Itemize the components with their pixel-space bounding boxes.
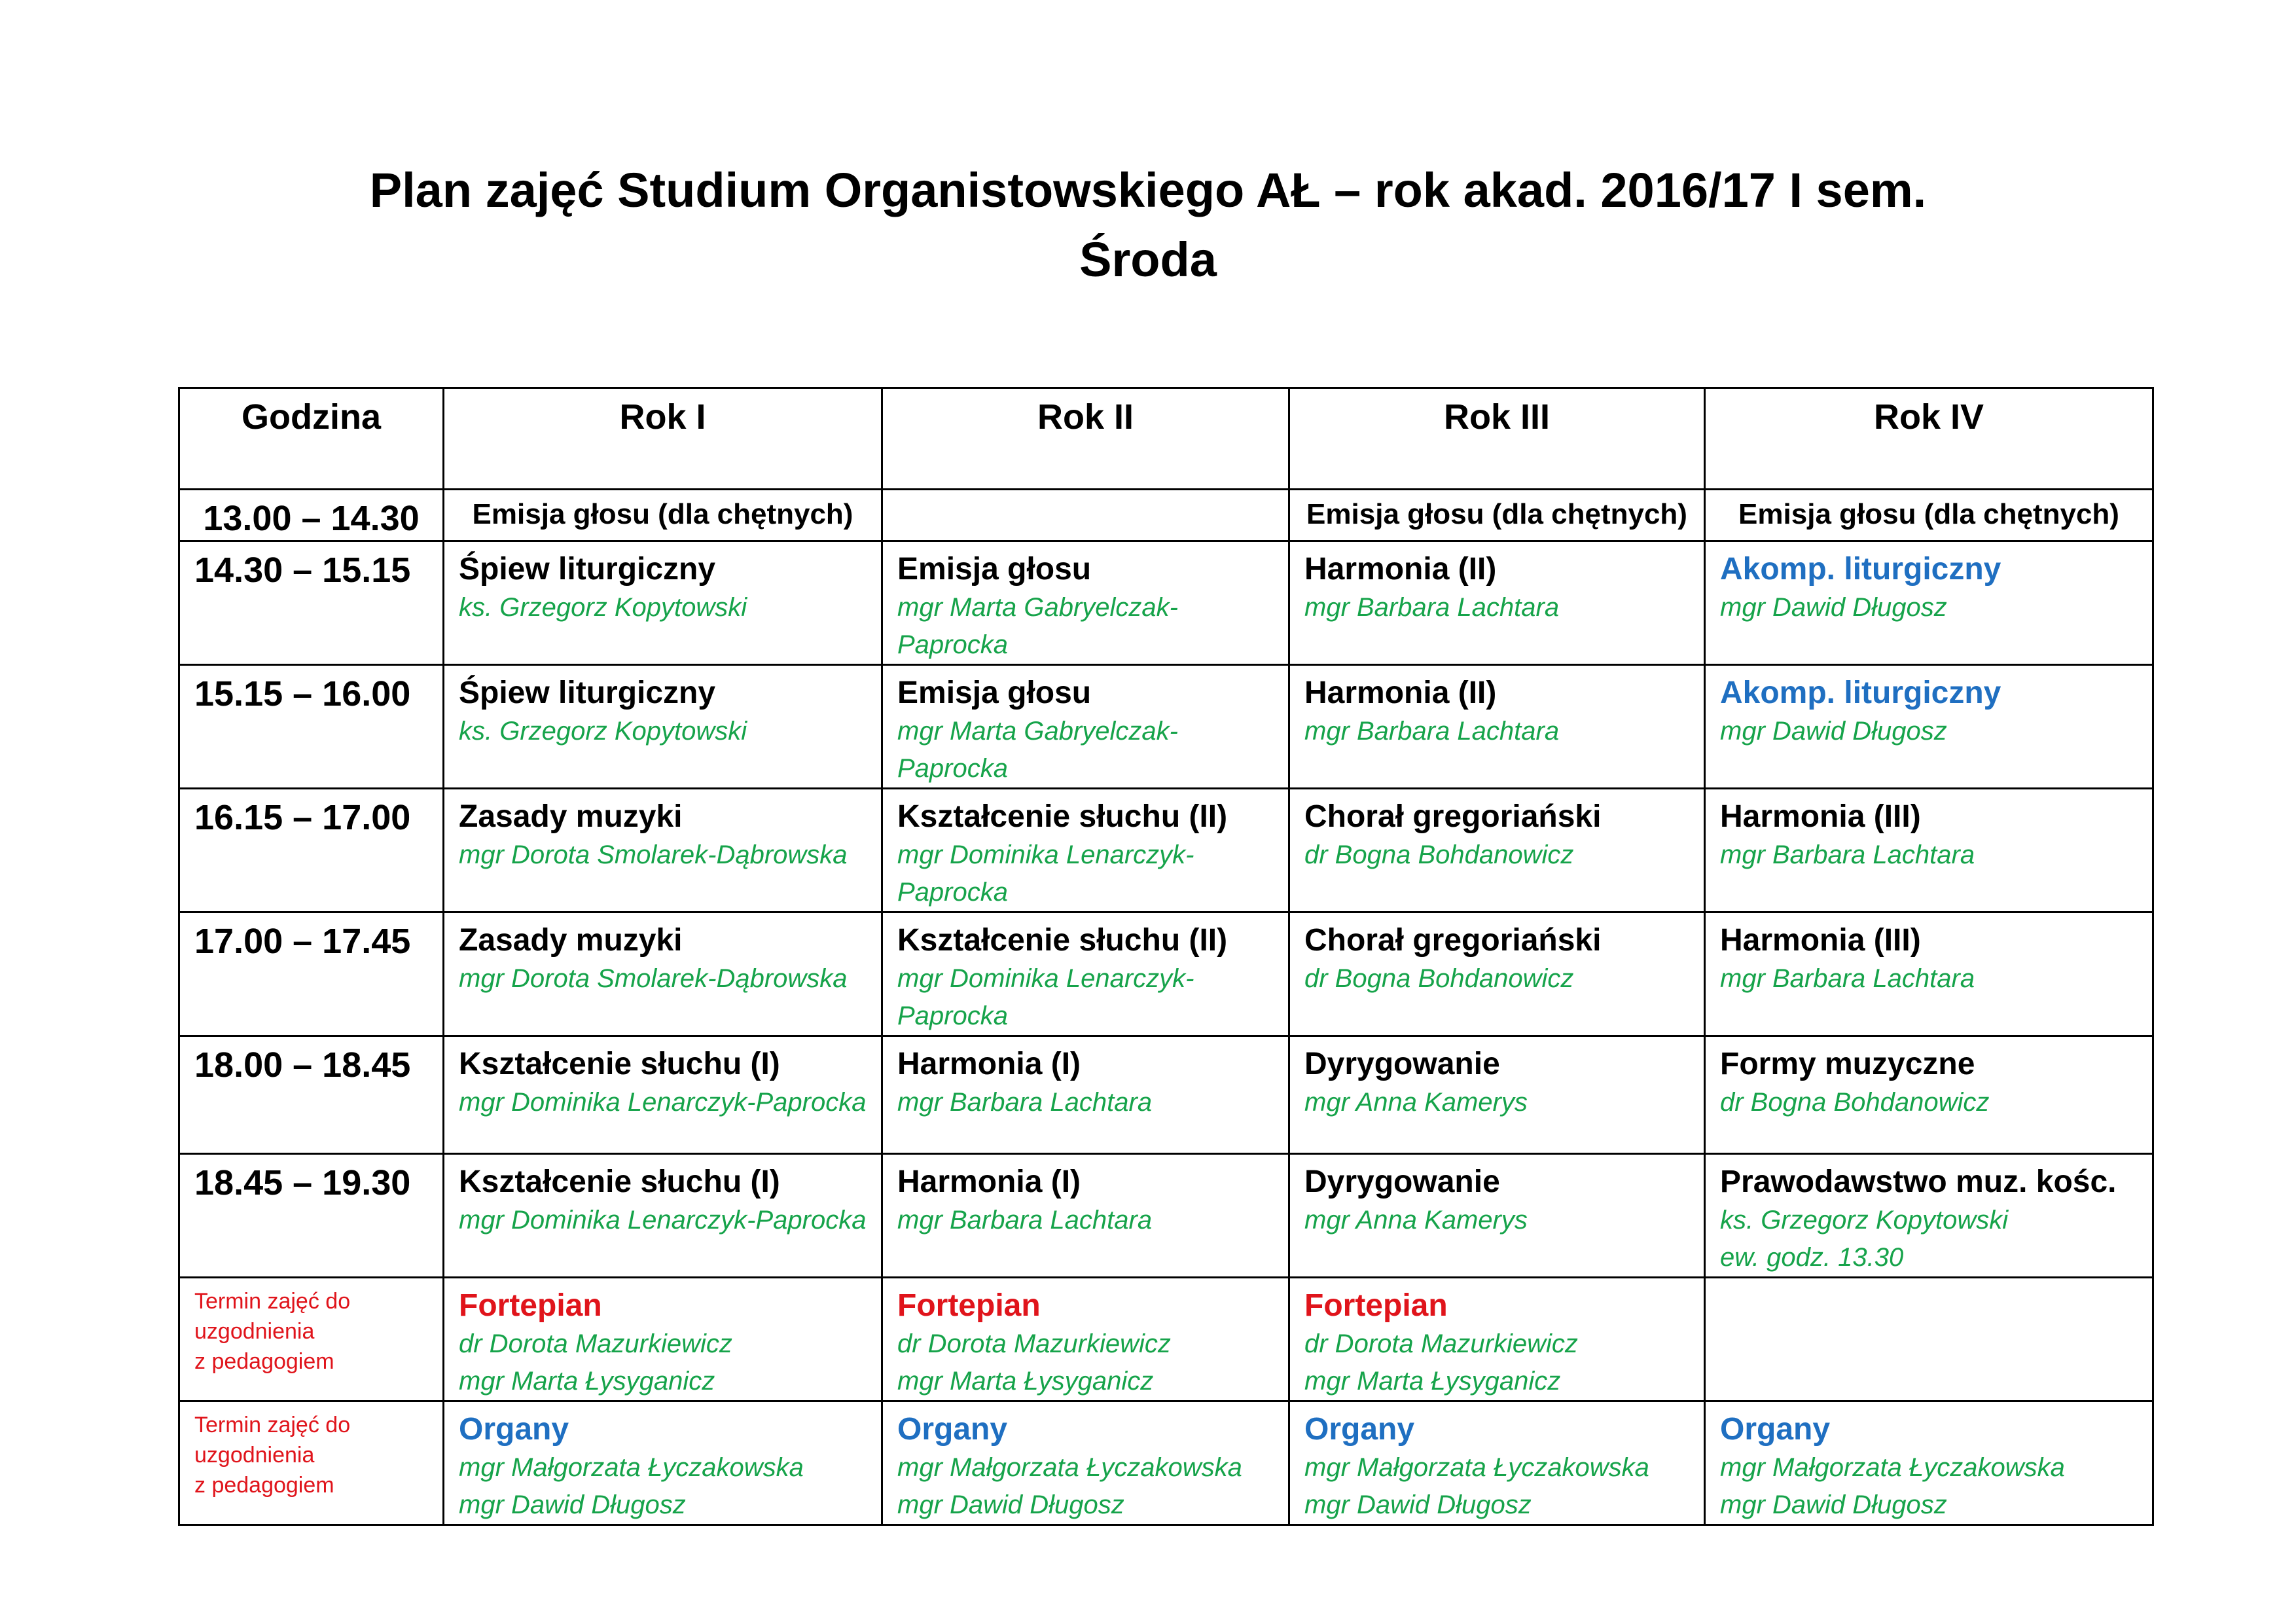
teacher-name: mgr Anna Kamerys <box>1304 1206 1528 1235</box>
subject-name: Zasady muzyki <box>459 923 683 958</box>
special-rows <box>179 1278 2153 1525</box>
table-row <box>179 665 2153 789</box>
class-cell <box>444 1278 882 1401</box>
teacher-name: mgr Dominika Lenarczyk-Paprocka <box>897 840 1194 907</box>
teacher-name: dr Bogna Bohdanowicz <box>1720 1088 1990 1117</box>
subject-name: Kształcenie słuchu (I) <box>459 1164 780 1199</box>
class-cell <box>1289 665 1705 789</box>
teacher-name: dr Bogna Bohdanowicz <box>1304 840 1574 869</box>
teacher-name: dr Dorota Mazurkiewicz <box>459 1329 732 1358</box>
class-cell <box>1289 1278 1705 1401</box>
subject-name: Emisja głosu <box>897 676 1092 710</box>
class-cell <box>1289 541 1705 665</box>
teacher-name: mgr Dawid Długosz <box>459 1490 686 1519</box>
table-row <box>179 1278 2153 1401</box>
class-cell <box>882 1154 1289 1278</box>
lesson-rows <box>179 541 2153 1278</box>
class-cell <box>882 1401 1289 1525</box>
class-cell <box>1289 1401 1705 1525</box>
time-cell: 15.15 – 16.00 <box>179 665 444 789</box>
subject-name: Akomp. liturgiczny <box>1720 676 2001 710</box>
class-cell <box>1289 912 1705 1036</box>
teacher-name: mgr Barbara Lachtara <box>1304 717 1560 746</box>
subject-name: Prawodawstwo muz. kośc. <box>1720 1164 2117 1199</box>
schedule-note-line: Termin zajęć do <box>194 1289 351 1314</box>
teacher-name: ks. Grzegorz Kopytowski <box>459 593 747 622</box>
class-cell <box>444 789 882 912</box>
time-cell: 13.00 – 14.30 <box>179 490 444 541</box>
class-cell <box>1289 789 1705 912</box>
subject-name: Organy <box>459 1412 569 1447</box>
teacher-name: mgr Barbara Lachtara <box>897 1088 1153 1117</box>
subject-name: Zasady muzyki <box>459 799 683 834</box>
teacher-name: mgr Anna Kamerys <box>1304 1088 1528 1117</box>
table-row <box>179 541 2153 665</box>
teacher-name: ks. Grzegorz Kopytowski <box>1720 1206 2009 1235</box>
class-cell <box>444 1036 882 1154</box>
subject-name: Organy <box>1304 1412 1415 1447</box>
teacher-name: mgr Dominika Lenarczyk-Paprocka <box>897 964 1194 1030</box>
header-year-2: Rok II <box>882 388 1289 490</box>
time-cell: 17.00 – 17.45 <box>179 912 444 1036</box>
teacher-name: mgr Małgorzata Łyczakowska <box>1304 1453 1649 1482</box>
class-cell <box>882 665 1289 789</box>
teacher-name: mgr Małgorzata Łyczakowska <box>897 1453 1242 1482</box>
time-cell: 18.45 – 19.30 <box>179 1154 444 1278</box>
teacher-name: mgr Barbara Lachtara <box>1304 593 1560 622</box>
subject-name: Fortepian <box>459 1288 602 1323</box>
teacher-name: mgr Dawid Długosz <box>1720 1490 1947 1519</box>
class-cell <box>444 1401 882 1525</box>
header-time: Godzina <box>179 388 444 490</box>
schedule-note-cell <box>179 1401 444 1525</box>
schedule-note-cell <box>179 1278 444 1401</box>
teacher-name: dr Dorota Mazurkiewicz <box>1304 1329 1578 1358</box>
subject-name: Śpiew liturgiczny <box>459 552 716 586</box>
title-line-1: Plan zajęć Studium Organistowskiego AŁ – rok akad. 2016/17 I sem. <box>369 163 1927 217</box>
class-cell <box>1289 1036 1705 1154</box>
teacher-name: mgr Barbara Lachtara <box>897 1206 1153 1235</box>
title-line-2: Środa <box>1079 232 1217 287</box>
subject-name: Fortepian <box>1304 1288 1448 1323</box>
teacher-name: mgr Dorota Smolarek-Dąbrowska <box>459 840 848 869</box>
teacher-name: mgr Marta Gabryelczak-Paprocka <box>897 593 1178 659</box>
schedule-note-line: z pedagogiem <box>194 1473 334 1498</box>
subject-name: Kształcenie słuchu (I) <box>459 1047 780 1081</box>
class-cell <box>1289 1154 1705 1278</box>
schedule-note-line: z pedagogiem <box>194 1349 334 1374</box>
teacher-name: mgr Dawid Długosz <box>1304 1490 1532 1519</box>
schedule-note-line: Termin zajęć do <box>194 1413 351 1437</box>
subject-name: Organy <box>897 1412 1008 1447</box>
class-cell <box>1705 789 2153 912</box>
class-cell <box>1705 665 2153 789</box>
teacher-name: mgr Barbara Lachtara <box>1720 840 1975 869</box>
subject-name: Akomp. liturgiczny <box>1720 552 2001 586</box>
subject-name: Kształcenie słuchu (II) <box>897 923 1228 958</box>
teacher-name: dr Bogna Bohdanowicz <box>1304 964 1574 993</box>
class-cell <box>444 912 882 1036</box>
table-row <box>179 789 2153 912</box>
teacher-name: mgr Marta Łysyganicz <box>459 1367 715 1396</box>
optional-class-cell: Emisja głosu (dla chętnych) <box>1705 490 2153 541</box>
teacher-name: mgr Dominika Lenarczyk-Paprocka <box>459 1088 867 1117</box>
table-row <box>179 912 2153 1036</box>
teacher-name: mgr Dawid Długosz <box>897 1490 1124 1519</box>
class-cell <box>444 541 882 665</box>
time-cell: 14.30 – 15.15 <box>179 541 444 665</box>
subject-name: Harmonia (I) <box>897 1047 1081 1081</box>
subject-name: Harmonia (II) <box>1304 676 1497 710</box>
teacher-name: mgr Marta Gabryelczak-Paprocka <box>897 717 1178 783</box>
optional-class-cell: Emisja głosu (dla chętnych) <box>444 490 882 541</box>
table-row <box>179 490 2153 541</box>
subject-name: Kształcenie słuchu (II) <box>897 799 1228 834</box>
class-cell <box>1705 1036 2153 1154</box>
subject-name: Chorał gregoriański <box>1304 923 1602 958</box>
subject-name: Harmonia (I) <box>897 1164 1081 1199</box>
page-title <box>0 156 2296 295</box>
schedule-note-line: uzgodnienia <box>194 1443 315 1468</box>
class-cell <box>882 1036 1289 1154</box>
class-cell <box>444 665 882 789</box>
optional-class-cell: Emisja głosu (dla chętnych) <box>1289 490 1705 541</box>
teacher-name: mgr Dorota Smolarek-Dąbrowska <box>459 964 848 993</box>
subject-name: Dyrygowanie <box>1304 1164 1500 1199</box>
subject-name: Organy <box>1720 1412 1831 1447</box>
class-cell <box>444 1154 882 1278</box>
schedule-note-line: uzgodnienia <box>194 1319 315 1344</box>
header-year-1: Rok I <box>444 388 882 490</box>
subject-name: Śpiew liturgiczny <box>459 676 716 710</box>
header-year-3: Rok III <box>1289 388 1705 490</box>
teacher-name: mgr Barbara Lachtara <box>1720 964 1975 993</box>
subject-name: Harmonia (II) <box>1304 552 1497 586</box>
class-cell <box>1705 541 2153 665</box>
subject-name: Harmonia (III) <box>1720 923 1921 958</box>
subject-name: Fortepian <box>897 1288 1041 1323</box>
teacher-name: mgr Marta Łysyganicz <box>897 1367 1154 1396</box>
teacher-name: dr Dorota Mazurkiewicz <box>897 1329 1171 1358</box>
teacher-name: mgr Małgorzata Łyczakowska <box>459 1453 804 1482</box>
teacher-name: mgr Marta Łysyganicz <box>1304 1367 1561 1396</box>
subject-name: Emisja głosu <box>897 552 1092 586</box>
class-cell <box>882 912 1289 1036</box>
teacher-name: ew. godz. 13.30 <box>1720 1243 1904 1272</box>
subject-name: Harmonia (III) <box>1720 799 1921 834</box>
class-cell <box>1705 1154 2153 1278</box>
class-cell <box>1705 912 2153 1036</box>
class-cell <box>882 541 1289 665</box>
table-row <box>179 1401 2153 1525</box>
teacher-name: ks. Grzegorz Kopytowski <box>459 717 747 746</box>
teacher-name: mgr Dawid Długosz <box>1720 593 1947 622</box>
optional-class-cell <box>882 490 1289 541</box>
table-row <box>179 1154 2153 1278</box>
subject-name: Dyrygowanie <box>1304 1047 1500 1081</box>
time-cell: 16.15 – 17.00 <box>179 789 444 912</box>
class-cell <box>1705 1401 2153 1525</box>
table-row <box>179 1036 2153 1154</box>
header-year-4: Rok IV <box>1705 388 2153 490</box>
subject-name: Chorał gregoriański <box>1304 799 1602 834</box>
time-cell: 18.00 – 18.45 <box>179 1036 444 1154</box>
header-row <box>179 388 2153 490</box>
class-cell <box>1705 1278 2153 1401</box>
class-cell <box>882 1278 1289 1401</box>
teacher-name: mgr Dawid Długosz <box>1720 717 1947 746</box>
schedule-table <box>178 387 2154 1526</box>
subject-name: Formy muzyczne <box>1720 1047 1975 1081</box>
teacher-name: mgr Małgorzata Łyczakowska <box>1720 1453 2065 1482</box>
teacher-name: mgr Dominika Lenarczyk-Paprocka <box>459 1206 867 1235</box>
class-cell <box>882 789 1289 912</box>
